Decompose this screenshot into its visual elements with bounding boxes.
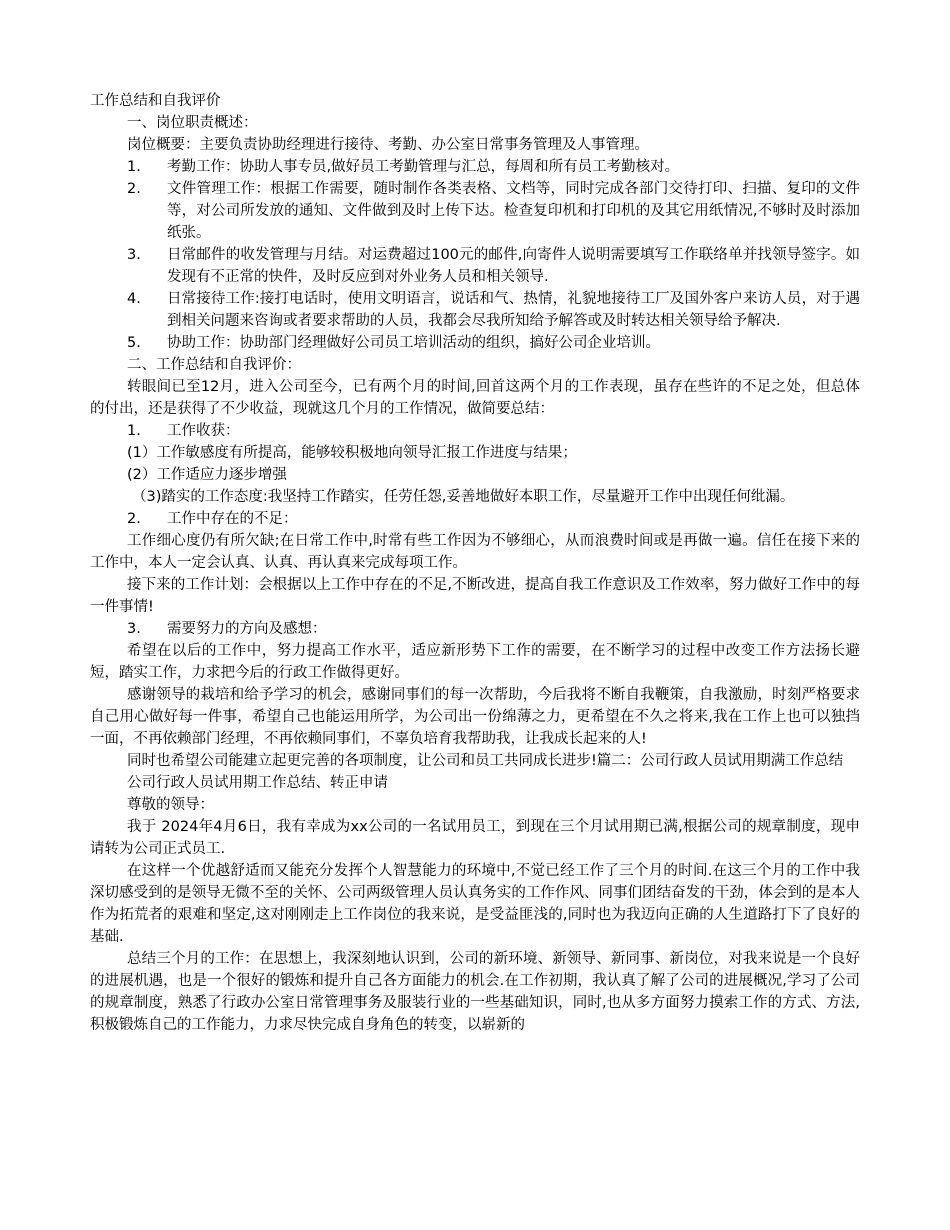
gains-heading	[90, 420, 860, 442]
direction-heading-text: 需要努力的方向及感想：	[167, 621, 327, 637]
duty-number: 1.	[127, 159, 141, 175]
gain-item: (1）工作敏感度有所提高，能够较积极地向领导汇报工作进度与结果；	[127, 445, 577, 461]
gains-heading-text: 工作收获：	[167, 423, 240, 439]
overview-paragraph: 岗位概要：主要负责协助经理进行接待、考勤、办公室日常事务管理及人事管理。	[127, 137, 649, 153]
shortfall-heading-text: 工作中存在的不足：	[167, 511, 298, 527]
duty-text: 文件管理工作：根据工作需要，随时制作各类表格、文档等，同时完成各部门交待打印、扫描、复印的文件等，对公司所发放的通知、文件做到及时上传下达。检查复印机和打印机的及其它用纸情况,不够时及时添加纸张。	[167, 181, 860, 241]
shortfall-number: 2.	[127, 511, 141, 527]
shortfall-heading	[90, 508, 860, 530]
duty-item	[90, 332, 860, 354]
gain-item-3: （3)踏实的工作态度:我坚持工作踏实，任劳任怨,妥善地做好本职工作，尽量避开工作中出现任何纰漏。	[132, 489, 795, 505]
duty-item	[90, 156, 860, 178]
duty-item	[90, 288, 860, 332]
duty-text: 日常邮件的收发管理与月结。对运费超过100元的邮件,向寄件人说明需要填写工作联络单并找领导签字。如发现有不正常的快件，及时反应到对外业务人员和相关领导.	[167, 247, 860, 285]
duty-number: 2.	[127, 181, 141, 197]
section1-heading: 一、岗位职责概述：	[127, 115, 258, 131]
direction-heading	[90, 618, 860, 640]
hope-paragraph: 同时也希望公司能建立起更完善的各项制度，让公司和员工共同成长进步!篇二：公司行政人员试用期满工作总结	[127, 753, 844, 769]
part2-title: 公司行政人员试用期工作总结、转正申请	[127, 775, 388, 791]
doc-title: 工作总结和自我评价	[90, 93, 221, 109]
gains-number: 1.	[127, 423, 141, 439]
gain-item: (2）工作适应力逐步增强	[127, 467, 287, 483]
duty-number: 4.	[127, 291, 141, 307]
environment-paragraph: 在这样一个优越舒适而又能充分发挥个人智慧能力的环境中,不觉已经工作了三个月的时间.在这三个月的工作中我深切感受到的是领导无微不至的关怀、公司两级管理人员认真务实的工作作风、同事们团结奋发的干劲，体会到的是本人作为拓荒者的艰难和坚定,这对刚刚走上工作岗位的我来说，是受益匪浅的,同时也为我迈向正确的人生道路打下了良好的基础.	[90, 863, 860, 945]
duty-number: 3.	[127, 247, 141, 263]
duty-text: 考勤工作：协助人事专员,做好员工考勤管理与汇总，每周和所有员工考勤核对。	[167, 159, 680, 175]
duty-item	[90, 244, 860, 288]
section2-heading: 二、工作总结和自我评价：	[127, 357, 301, 373]
salutation: 尊敬的领导：	[127, 797, 214, 813]
duty-item	[90, 178, 860, 244]
intro-paragraph: 转眼间已至12月，进入公司至今，已有两个月的时间,回首这两个月的工作表现，虽存在些许的不足之处，但总体的付出，还是获得了不少收益，现就这几个月的工作情况，做简要总结：	[90, 379, 860, 417]
summary-paragraph: 总结三个月的工作：在思想上，我深刻地认识到，公司的新环境、新领导、新同事、新岗位，对我来说是一个良好的进展机遇，也是一个很好的锻炼和提升自己各方面能力的机会.在工作初期，我认真了解了公司的进展概况,学习了公司的规章制度，熟悉了行政办公室日常管理事务及服装行业的一些基础知识，同时,也从多方面努力摸索工作的方式、方法,积极锻炼自己的工作能力，力求尽快完成自身角色的转变，以崭新的	[90, 951, 860, 1033]
duty-text: 日常接待工作:接打电话时，使用文明语言，说话和气、热情，礼貌地接待工厂及国外客户来访人员，对于遇到相关问题来咨询或者要求帮助的人员，我都会尽我所知给予解答或及时转达相关领导给予解决.	[167, 291, 860, 329]
duty-text: 协助工作：协助部门经理做好公司员工培训活动的组织，搞好公司企业培训。	[167, 335, 660, 351]
direction-paragraph: 希望在以后的工作中，努力提高工作水平，适应新形势下工作的需要，在不断学习的过程中改变工作方法扬长避短，踏实工作，力求把今后的行政工作做得更好。	[90, 643, 860, 681]
duty-number: 5.	[127, 335, 141, 351]
thanks-paragraph: 感谢领导的栽培和给予学习的机会，感谢同事们的每一次帮助，今后我将不断自我鞭策，自我激励，时刻严格要求自己用心做好每一件事，希望自己也能运用所学，为公司出一份绵薄之力，更希望在不久之将来,我在工作上也可以独挡一面，不再依赖部门经理，不再依赖同事们，不辜负培育我帮助我，让我成长起来的人!	[90, 687, 860, 747]
direction-number: 3.	[127, 621, 141, 637]
join-paragraph: 我于 2024年4月6日，我有幸成为xx公司的一名试用员工，到现在三个月试用期已满,根据公司的规章制度，现申请转为公司正式员工.	[90, 819, 860, 857]
plan-paragraph: 接下来的工作计划：会根据以上工作中存在的不足,不断改进，提高自我工作意识及工作效率，努力做好工作中的每一件事情!	[90, 577, 860, 615]
shortfall-paragraph: 工作细心度仍有所欠缺;在日常工作中,时常有些工作因为不够细心，从而浪费时间或是再做一遍。信任在接下来的工作中，本人一定会认真、认真、再认真来完成每项工作。	[90, 533, 860, 571]
